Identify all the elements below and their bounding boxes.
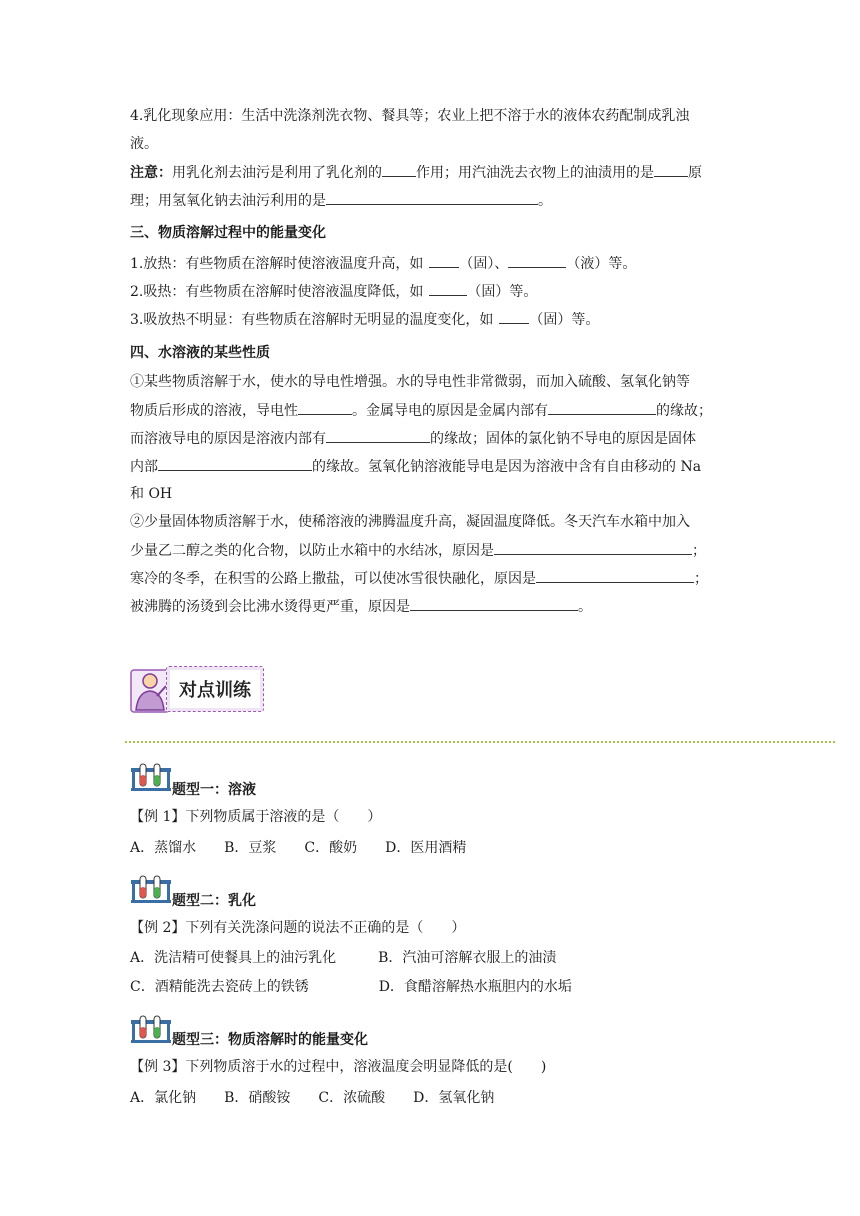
section4-text: ；: [692, 543, 706, 559]
fill-blank[interactable]: [158, 456, 312, 471]
section4-text: ；: [694, 571, 708, 587]
example1-question: 【例 1】下列物质属于溶液的是（ ）: [130, 809, 382, 825]
example2-question: 【例 2】下列有关洗涤问题的说法不正确的是（ ）: [130, 920, 466, 936]
fill-blank[interactable]: [429, 253, 459, 268]
section3-text: （固）等。: [529, 312, 600, 328]
section4-text: 内部: [130, 459, 158, 475]
example2-options-line1: A．洗洁精可使餐具上的油污乳化 B．汽油可溶解衣服上的油渍: [130, 950, 557, 966]
type3-heading: 题型三：物质溶解时的能量变化: [172, 1032, 368, 1048]
section4-p2-line4: [130, 596, 740, 617]
example2-options-line2: C．酒精能洗去瓷砖上的铁锈 D．食醋溶解热水瓶胆内的水垢: [130, 979, 572, 995]
practice-banner: [130, 664, 270, 716]
section4-text: 的缘故；: [656, 403, 712, 419]
section4-p2-line2: [130, 540, 740, 561]
section4-text: 。: [578, 599, 592, 615]
note-text: 。: [538, 193, 552, 209]
section3-line3: [130, 309, 740, 330]
section4-p1-line5: 和 OH: [130, 486, 173, 502]
section3-title: 三、物质溶解过程中的能量变化: [130, 225, 326, 241]
section4-text: 物质后形成的溶液，导电性: [130, 403, 298, 419]
fill-blank[interactable]: [326, 190, 538, 205]
test-tubes-icon: [130, 762, 172, 792]
section4-p1-line2: [130, 400, 740, 421]
example3-options: A．氯化钠 B．硝酸铵 C．浓硫酸 D．氢氧化钠: [130, 1090, 495, 1106]
section3-text: （液）等。: [566, 256, 637, 272]
fill-blank[interactable]: [382, 162, 416, 177]
section4-text: 少量乙二醇之类的化合物，以防止水箱中的水结冰，原因是: [130, 543, 494, 559]
fill-blank[interactable]: [536, 568, 694, 583]
fill-blank[interactable]: [429, 281, 467, 296]
fill-blank[interactable]: [654, 162, 688, 177]
type2-heading: 题型二：乳化: [172, 893, 256, 909]
section3-text: （固）、: [459, 256, 509, 272]
note-text: 理；用氢氧化钠去油污利用的是: [130, 193, 326, 209]
section3-line1: [130, 253, 740, 274]
fill-blank[interactable]: [298, 400, 352, 415]
banner-box: [166, 666, 264, 712]
fill-blank[interactable]: [410, 596, 578, 611]
section4-text: 寒冷的冬季，在积雪的公路上撒盐，可以使冰雪很快融化，原因是: [130, 571, 536, 587]
banner-label: 对点训练: [179, 680, 251, 701]
item4-line2: 液。: [130, 136, 158, 152]
note-text: 作用；用汽油洗去衣物上的油渍用的是: [416, 165, 654, 181]
section-divider: [125, 741, 835, 743]
example3-question: 【例 3】下列物质溶于水的过程中，溶液温度会明显降低的是( ): [130, 1059, 547, 1075]
teacher-person-icon: [130, 664, 170, 714]
section3-line2: [130, 281, 740, 302]
item4-line1: 4.乳化现象应用：生活中洗涤剂洗衣物、餐具等；农业上把不溶于水的液体农药配制成乳浊: [130, 108, 690, 124]
section4-text: 而溶液导电的原因是溶液内部有: [130, 431, 326, 447]
example1-options: A．蒸馏水 B．豆浆 C．酸奶 D．医用酒精: [130, 840, 467, 856]
section3-text: 1.放热：有些物质在溶解时使溶液温度升高，如: [130, 256, 424, 272]
section3-text: 3.吸放热不明显：有些物质在溶解时无明显的温度变化，如: [130, 312, 494, 328]
section4-title: 四、水溶液的某些性质: [130, 345, 270, 361]
section4-text: 。金属导电的原因是金属内部有: [352, 403, 548, 419]
note-label: 注意：: [130, 165, 172, 181]
note-line1: [130, 162, 740, 183]
section4-p2-line1: ②少量固体物质溶解于水，使稀溶液的沸腾温度升高，凝固温度降低。冬天汽车水箱中加入: [130, 514, 690, 530]
test-tubes-icon: [130, 1014, 172, 1044]
fill-blank[interactable]: [508, 253, 566, 268]
note-text: 原: [688, 165, 702, 181]
test-tubes-icon: [130, 874, 172, 904]
section4-text: 的缘故；固体的氯化钠不导电的原因是固体: [430, 431, 696, 447]
section4-text: 被沸腾的汤烫到会比沸水烫得更严重，原因是: [130, 599, 410, 615]
section4-p1-line1: ①某些物质溶解于水，使水的导电性增强。水的导电性非常微弱，而加入硫酸、氢氧化钠等: [130, 374, 690, 390]
section4-p2-line3: [130, 568, 740, 589]
section4-p1-line3: [130, 428, 740, 449]
fill-blank[interactable]: [499, 309, 529, 324]
fill-blank[interactable]: [494, 540, 692, 555]
section3-text: （固）等。: [467, 284, 538, 300]
fill-blank[interactable]: [326, 428, 430, 443]
note-text: 用乳化剂去油污是利用了乳化剂的: [172, 165, 382, 181]
section3-text: 2.吸热：有些物质在溶解时使溶液温度降低，如: [130, 284, 424, 300]
section4-p1-line4: [130, 456, 740, 477]
fill-blank[interactable]: [548, 400, 656, 415]
note-line2: [130, 190, 740, 211]
section4-text: 的缘故。氢氧化钠溶液能导电是因为溶液中含有自由移动的 Na: [312, 459, 702, 475]
type1-heading: 题型一：溶液: [172, 782, 256, 798]
